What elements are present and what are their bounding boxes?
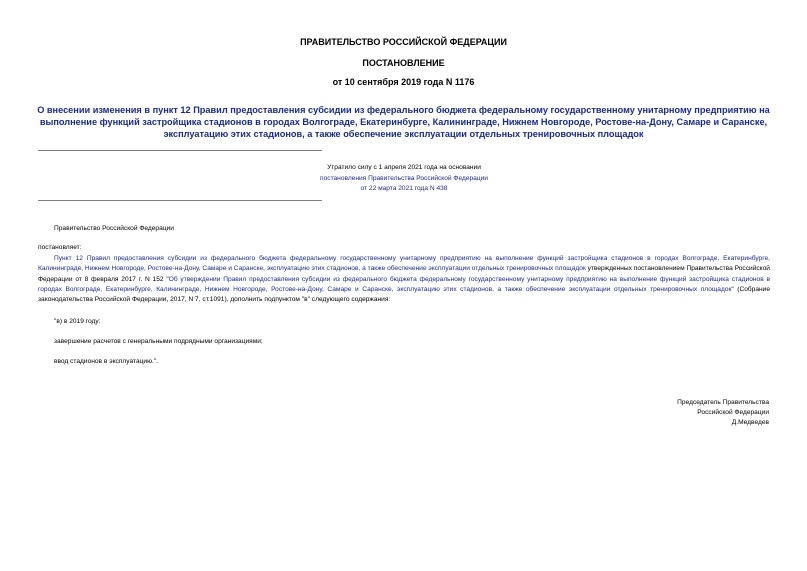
signature-block [677,398,769,429]
government-line: Правительство Российской Федерации [54,225,174,232]
subitem-settlements: завершение расчетов с генеральными подрядными организациями; [54,338,263,345]
document-title [30,104,777,140]
main-paragraph [38,254,770,305]
signature-country: Российской Федерации [697,409,769,417]
lost-force-line1: Утратило силу с 1 апреля 2021 года на основании [327,164,481,171]
subitem-v: "в) в 2019 году: [54,318,101,325]
title-link[interactable]: пункт 12 Правил предоставления субсидии из федерального бюджета федеральному государственному унитарному предприятию на выполнение функций застройщика стадионов в городах Волгограде, Екатеринбурге, Калининграде, Нижнем Новгороде, Ростове-на-Дону, Самаре и Саранске, эксплуатацию этих стадионов, а также обеспечение эксплуатации отдельных тренировочных площадок [39,105,770,139]
paragraph-link-rules[interactable]: Пункт 12 Правил предоставления субсидии из федерального бюджета федеральному государственному унитарному предприятию на выполнение функций застройщика стадионов в городах Волгограде, Екатеринбурге, Калининграде, Нижнем Новгороде, Ростове-на-Дону, Самаре и Саранске, эксплуатацию этих стадионов, а также обеспечение эксплуатации отдельных тренировочных площадок [38,255,770,273]
lost-force-date[interactable]: от 22 марта 2021 года N 438 [360,185,448,192]
lost-force-link[interactable]: постановления Правительства Российской Федерации [320,174,488,182]
government-heading: ПРАВИТЕЛЬСТВО РОССИЙСКОЙ ФЕДЕРАЦИИ [300,37,507,47]
separator-top [38,150,322,151]
document-date-number: от 10 сентября 2019 года N 1176 [332,77,475,87]
paragraph-middle: утвержденных постановлением Правительства Российской Федерации от 8 февраля 2017 г. N 152 " [38,265,770,283]
lost-force-note [290,163,518,195]
subitem-commissioning: ввод стадионов в эксплуатацию.". [54,358,159,365]
document-type: ПОСТАНОВЛЕНИЕ [362,58,445,68]
signature-name: Д.Медведев [731,419,769,427]
paragraph-link-decree[interactable]: Об утверждении Правил предоставления субсидии из федерального бюджета федеральному государственному унитарному предприятию на выполнение функций застройщика стадионов в городах Волгограде, Екатеринбурге, Калининграде, Нижнем Новгороде, Ростове-на-Дону, Самаре и Саранске, эксплуатацию этих стадионов, а также обеспечение эксплуатации отдельных тренировочных площадок [38,275,770,293]
separator-bottom [38,200,322,201]
paragraph-end: " (Собрание законодательства Российской Федерации, 2017, N 7, ст.1091), дополнить подпунктом "в" следующего содержания: [38,285,771,304]
decides-line: постановляет: [38,244,82,251]
title-prefix: О внесении изменения в [37,105,153,115]
signature-position: Председатель Правительства [677,399,769,406]
